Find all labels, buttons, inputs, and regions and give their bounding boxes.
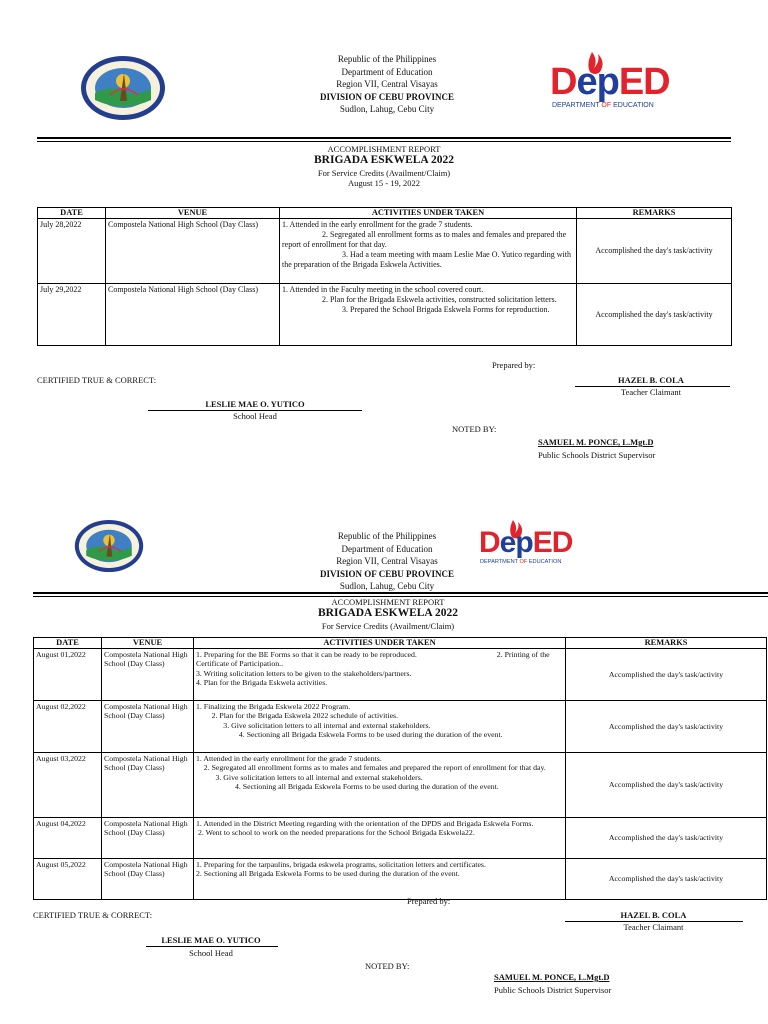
cell-remarks: Accomplished the day's task/activity [566,859,767,900]
cell-date: July 29,2022 [38,284,106,346]
table-row [34,818,767,859]
cell-venue: Compostela National High School (Day Class) [106,219,280,284]
cell-venue: Compostela National High School (Day Class) [102,701,194,753]
cell-date: August 02,2022 [34,701,102,753]
deped-logo [548,48,678,116]
activities-text: 1. Finalizing the Brigada Eskwela 2022 Program. 2. Plan for the Brigada Eskwela 2022 schedule of activities. 3. Give solicitation letters to all internal and external stakeholders. 4. Sectioning all Brigada Eskwela Forms to be used during the duration of the event. [196,702,503,740]
prepared-by-label: Prepared by: [492,360,536,370]
activities-text: 1. Preparing for the BE Forms so that it can be ready to be reproduced. 2. Printing of the Certificate of Participation.. 3. Writing solicitation letters to be given to the stakeholders/partners. 4. Plan for the Brigada Eskwela activities. [196,650,550,688]
cell-venue: Compostela National High School (Day Class) [106,284,280,346]
col-activities: ACTIVITIES UNDER TAKEN [280,208,577,219]
table-header-row [38,208,732,219]
activities-text: 1. Attended in the District Meeting regarding with the orientation of the DPDS and Brigada Eskwela Forms. 2. Went to school to work on the needed preparations for the School Brigada Eskwela22. [196,819,534,838]
division-line: DIVISION OF CEBU PROVINCE [320,568,454,579]
table-row [38,219,732,284]
cell-remarks: Accomplished the day's task/activity [577,219,732,284]
cell-venue: Compostela National High School (Day Class) [102,818,194,859]
claimant-name: HAZEL B. COLA [618,375,684,385]
table-row [38,284,732,346]
report-kicker: ACCOMPLISHMENT REPORT [331,597,445,607]
supervisor-name [538,437,653,448]
col-remarks: REMARKS [577,208,732,219]
cell-activities [280,219,577,284]
department-line: Department of Education [341,543,433,554]
table-header-row [34,638,767,649]
deped-tagline: DEPARTMENT OF EDUCATION [552,102,654,109]
page2-header [262,530,512,593]
cell-date: August 05,2022 [34,859,102,900]
supervisor-role: Public Schools District Supervisor [494,985,612,995]
col-remarks: REMARKS [566,638,767,649]
cell-date: August 01,2022 [34,649,102,701]
activities-text: 1. Attended in the early enrollment for the grade 7 students. 2. Segregated all enrollment forms as to males and females and prepared the report of enrollment for that day. 3. Had a team meeting with maam Leslie Mae O. Yutico regarding with the preparation of the Brigada Eskwela Activities. [282,220,571,269]
cell-venue: Compostela National High School (Day Class) [102,753,194,818]
republic-line: Republic of the Philippines [337,54,437,64]
republic-line: Republic of the Philippines [337,531,437,541]
claimant-name: HAZEL B. COLA [620,910,687,920]
certified-label: CERTIFIED TRUE & CORRECT: [37,375,157,385]
department-line: Department of Education [341,66,433,77]
page2-header-rule [33,592,768,594]
division-seal-logo [80,55,166,121]
region-line: Region VII, Central Visayas [336,79,438,90]
page1-header-rule-thin [37,141,731,142]
school-head-signature-line [146,946,278,947]
report1-table [37,207,732,346]
supervisor-name-text: SAMUEL M. PONCE, L.Mgt.D [538,437,654,447]
supervisor-name-text: SAMUEL M. PONCE, L.Mgt.D [494,972,610,982]
school-head-role: School Head [189,948,233,958]
report-subtitle: For Service Credits (Availment/Claim) [321,620,455,631]
report1-title-block [234,144,534,188]
deped-tagline: DEPARTMENT OF EDUCATION [480,559,562,565]
school-head-name: LESLIE MAE O. YUTICO [205,399,305,409]
cell-activities [194,818,566,859]
cell-date: August 03,2022 [34,753,102,818]
school-head-name: LESLIE MAE O. YUTICO [161,935,261,945]
noted-by-label: NOTED BY: [452,424,497,434]
deped-logo [477,518,607,568]
cell-remarks: Accomplished the day's task/activity [566,753,767,818]
report-kicker: ACCOMPLISHMENT REPORT [327,144,441,154]
table-row [34,859,767,900]
table-row [34,701,767,753]
prepared-by-label: Prepared by: [407,896,451,906]
supervisor-name [494,972,609,983]
division-line: DIVISION OF CEBU PROVINCE [320,91,454,102]
col-date: DATE [38,208,106,219]
region-line: Region VII, Central Visayas [336,556,438,567]
cell-activities [194,701,566,753]
deped-wordmark: DepED [479,526,573,559]
col-activities: ACTIVITIES UNDER TAKEN [194,638,566,649]
cell-venue: Compostela National High School (Day Class) [102,649,194,701]
page1-header-rule [37,137,731,139]
address-line: Sudlon, Lahug, Cebu City [339,104,435,115]
cell-date: July 28,2022 [38,219,106,284]
supervisor-role: Public Schools District Supervisor [538,450,656,460]
col-venue: VENUE [106,208,280,219]
table-row [34,649,767,701]
col-date: DATE [34,638,102,649]
cell-remarks: Accomplished the day's task/activity [566,649,767,701]
school-head-role: School Head [233,411,277,421]
cell-venue: Compostela National High School (Day Class) [102,859,194,900]
claimant-role: Teacher Claimant [620,387,682,397]
cell-remarks: Accomplished the day's task/activity [577,284,732,346]
deped-wordmark: DepED [550,61,670,103]
cell-activities [194,649,566,701]
activities-text: 1. Attended in the early enrollment for the grade 7 students. 2. Segregated all enrollment forms as to males and females and prepared the report of enrollment for that day. 3. Give solicitation letters to all internal and external stakeholders. 4. Sectioning all Brigada Eskwela Forms to be used during the duration of the event. [196,754,546,792]
report2-title-block [238,597,538,631]
report-subtitle: For Service Credits (Availment/Claim) [317,167,451,178]
claimant-role: Teacher Claimant [623,922,684,932]
certified-label: CERTIFIED TRUE & CORRECT: [33,910,153,920]
address-line: Sudlon, Lahug, Cebu City [339,581,435,592]
report-title: BRIGADA ESKWELA 2022 [314,154,454,167]
report-title: BRIGADA ESKWELA 2022 [318,607,458,620]
cell-activities [280,284,577,346]
cell-activities [194,753,566,818]
noted-by-label: NOTED BY: [365,961,410,971]
cell-remarks: Accomplished the day's task/activity [566,818,767,859]
activities-text: 1. Attended in the Faculty meeting in the school covered court. 2. Plan for the Brigada Eskwela activities, constructed solicitation letters. 3. Prepared the School Brigada Eskwela Forms for reproduction. [282,285,557,314]
division-seal-logo [74,519,144,573]
activities-text: 1. Preparing for the tarpaulins, brigada eskwela programs, solicitation letters and certificates. 2. Sectioning all Brigada Eskwela Forms to be used during the duration of the event. [196,860,744,879]
page1-header [262,53,512,116]
cell-date: August 04,2022 [34,818,102,859]
report2-table [33,637,767,900]
table-row [34,753,767,818]
report-period: August 15 - 19, 2022 [347,178,420,189]
col-venue: VENUE [102,638,194,649]
cell-remarks: Accomplished the day's task/activity [566,701,767,753]
